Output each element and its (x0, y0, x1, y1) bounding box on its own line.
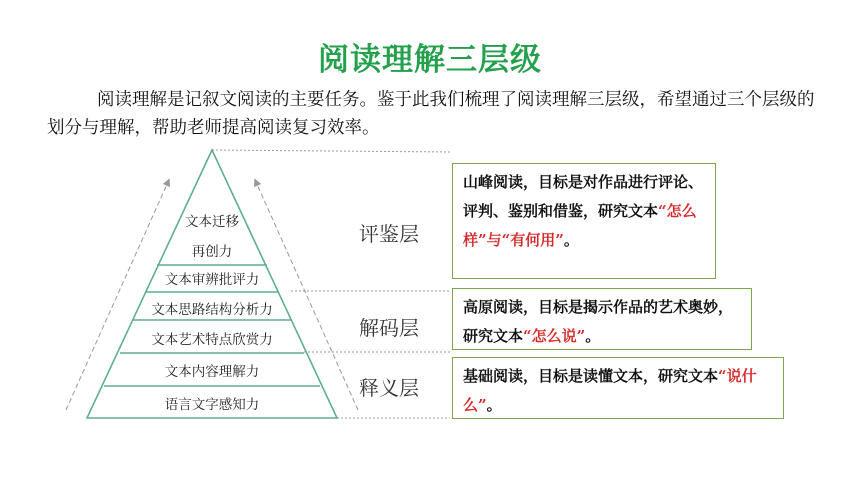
layer-label-decoding: 解码层 (359, 316, 419, 340)
description-box-top (452, 163, 716, 279)
page-title: 阅读理解三层级 (318, 42, 542, 78)
description-emphasis: “说什么” (463, 367, 757, 414)
tier-label: 文本内容理解力 (164, 364, 260, 380)
description-text: 基础阅读，目标是读懂文本，研究文本 (463, 367, 719, 385)
description-box-middle (452, 288, 752, 350)
layer-label-evaluation: 评鉴层 (359, 222, 419, 246)
description-text: 。 (585, 327, 601, 345)
tier-label: 文本审辨批评力 (164, 272, 260, 288)
description-text: 高原阅读，目标是揭示作品的艺术奥妙，研究文本 (463, 298, 734, 345)
left-arrow (66, 182, 168, 410)
tier-label: 文本迁移 (185, 214, 239, 230)
description-text: 。 (486, 396, 502, 414)
description-emphasis: “怎么样”与“有何用” (463, 202, 697, 249)
intro-paragraph: 阅读理解是记叙文阅读的主要任务。鉴于此我们梳理了阅读理解三层级，希望通过三个层级的划分与理解，帮助老师提高阅读复习效率。 (47, 90, 815, 138)
tier-label: 文本思路结构分析力 (151, 302, 273, 318)
tier-label: 再创力 (191, 244, 233, 260)
layer-label-interpretation: 释义层 (359, 376, 419, 400)
description-emphasis: “怎么说” (523, 327, 586, 345)
tier-label: 文本艺术特点欣赏力 (151, 332, 273, 348)
description-box-bottom (452, 357, 784, 419)
right-arrow (256, 182, 358, 410)
layer-boundary (212, 150, 450, 152)
description-text: 山峰阅读，目标是对作品进行评论、评判、鉴别和借鉴，研究文本 (463, 173, 704, 220)
description-text: 。 (563, 231, 579, 249)
tier-label: 语言文字感知力 (164, 397, 260, 413)
